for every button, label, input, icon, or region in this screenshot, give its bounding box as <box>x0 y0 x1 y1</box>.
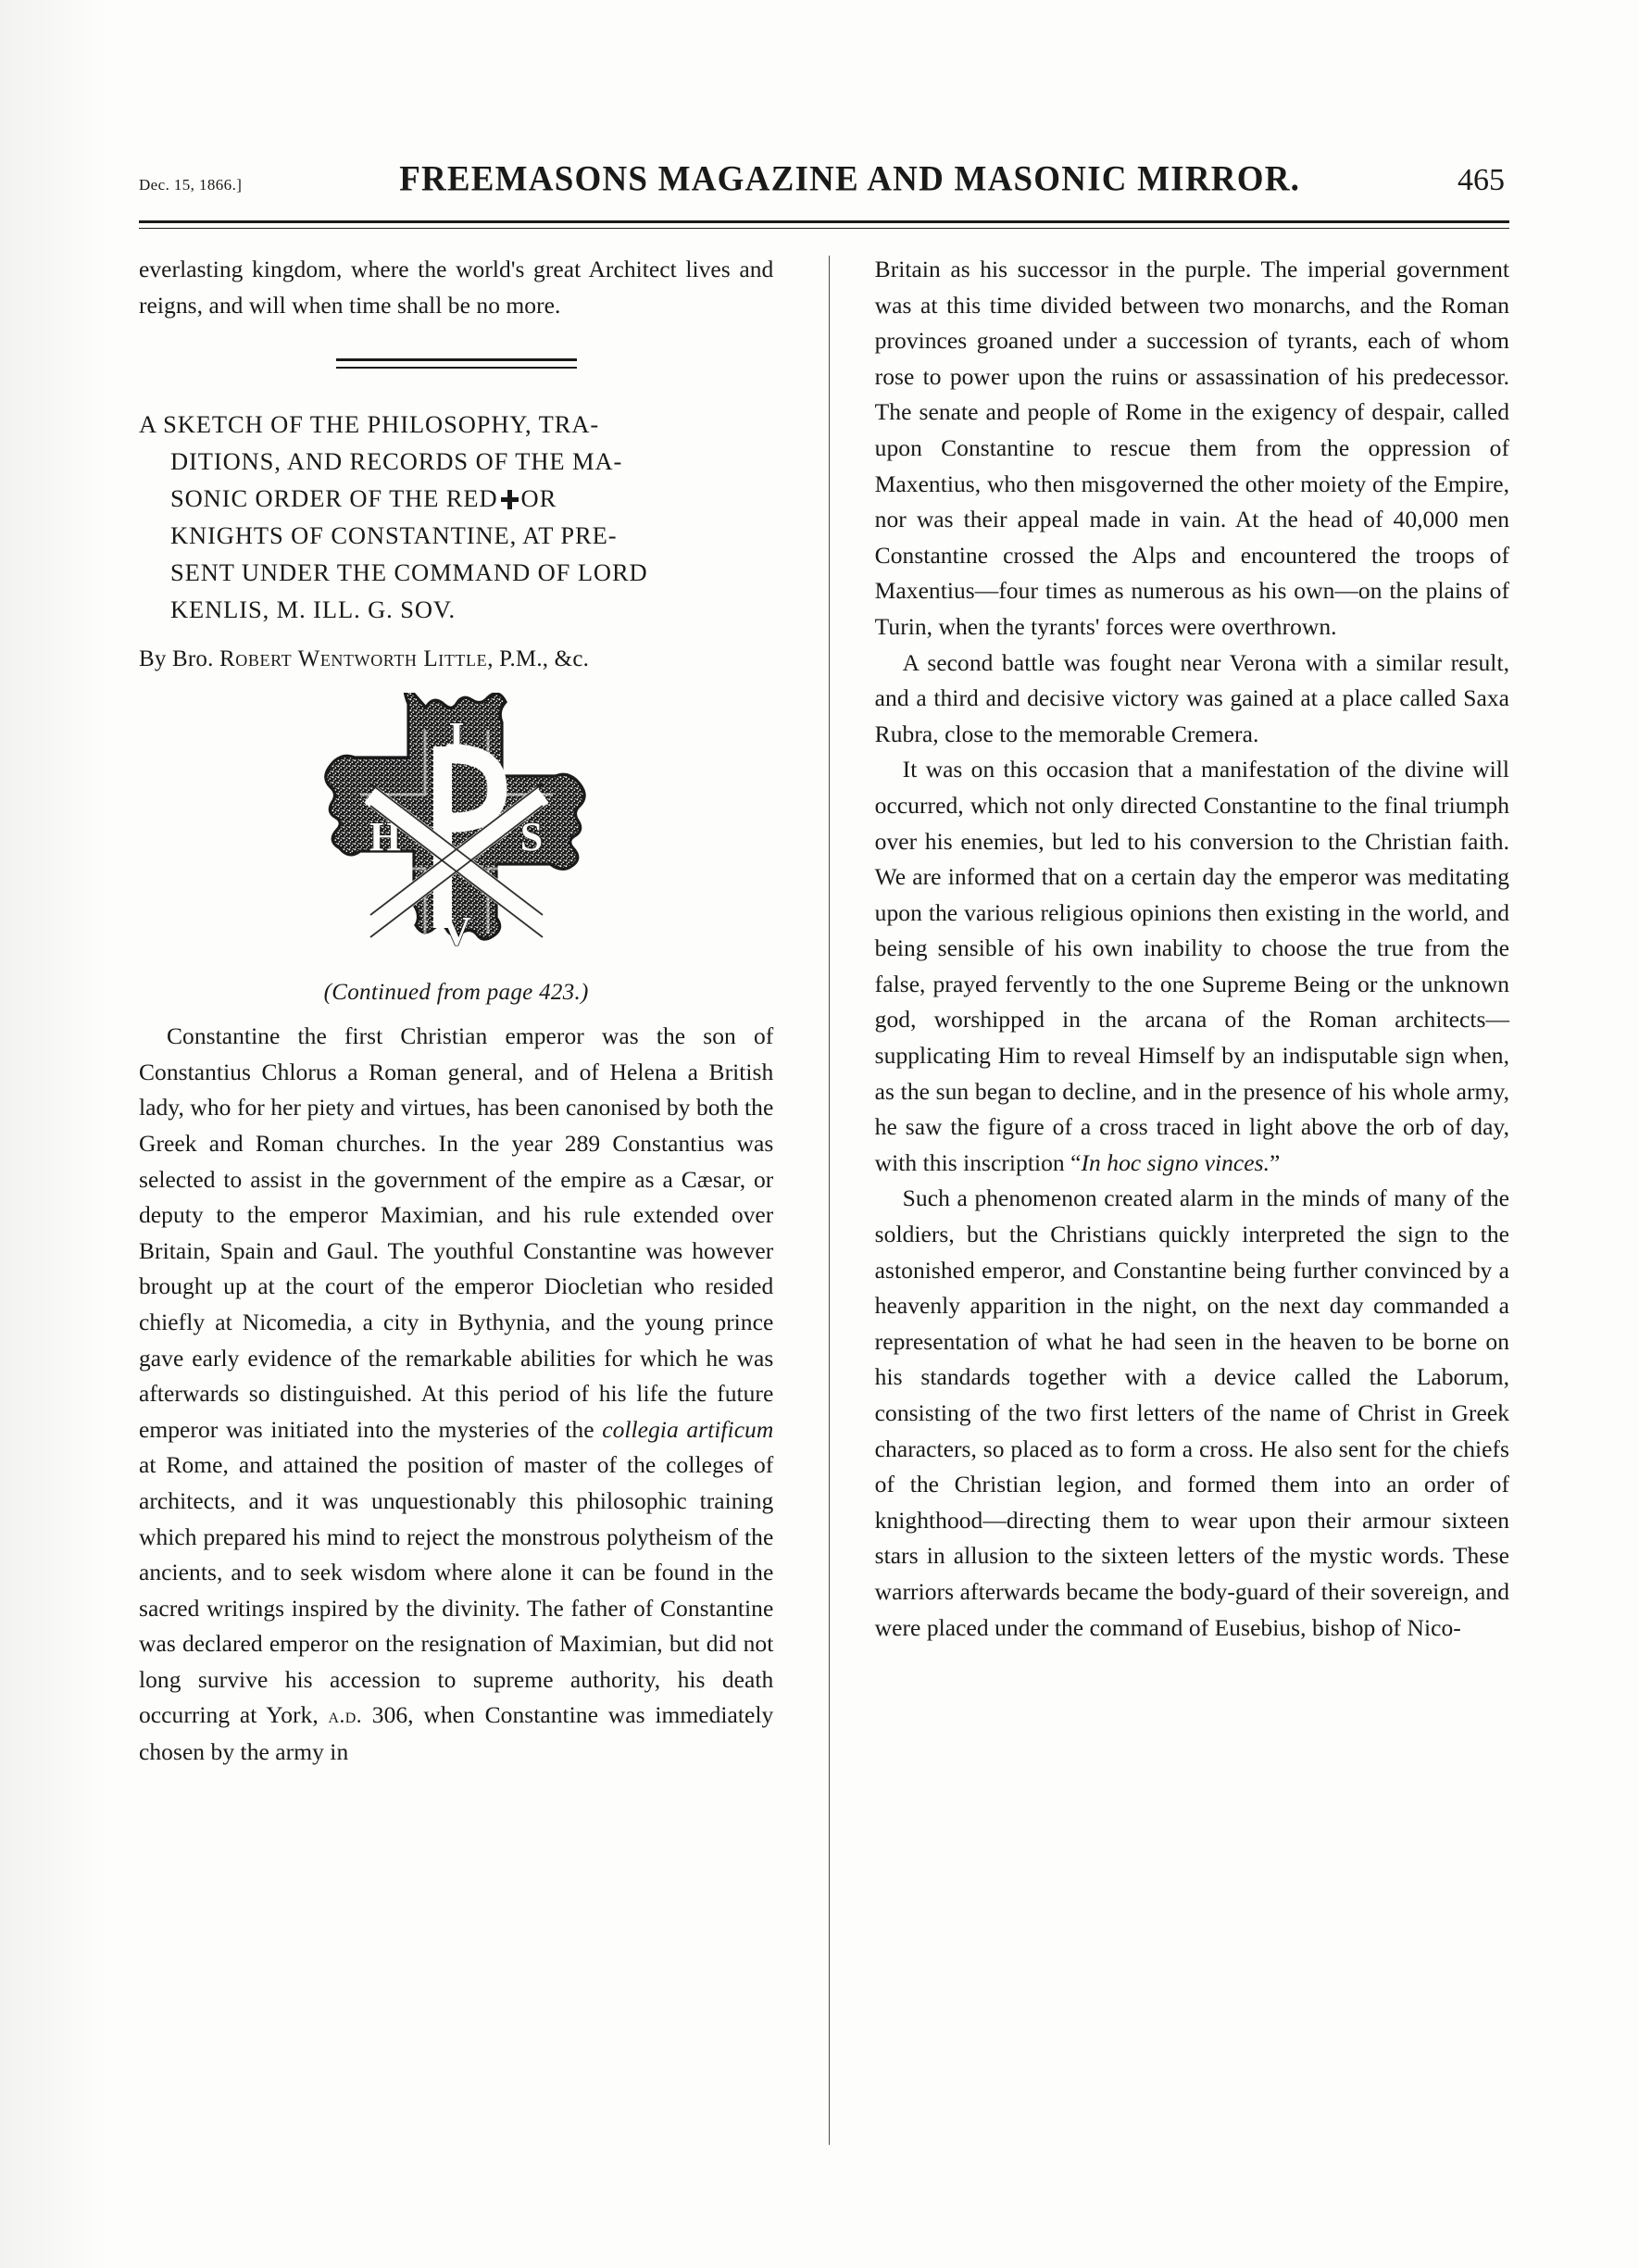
right-paragraph-3 <box>875 752 1509 1181</box>
byline-author: Robert Wentworth Little <box>219 646 488 672</box>
title-line-6: SENT UNDER THE COMMAND OF LORD <box>170 558 648 587</box>
header-rule-thin <box>139 228 1509 229</box>
scan-edge-shadow <box>0 0 109 2268</box>
divider-rule-upper <box>336 358 577 361</box>
chi-rho-cross-emblem <box>304 693 609 971</box>
column-gutter <box>782 252 874 2187</box>
page-number: 465 <box>1458 163 1505 197</box>
byline-suffix: , P.M., &c. <box>487 646 590 672</box>
title-line-5: KNIGHTS OF CONSTANTINE, AT PRE- <box>170 521 618 550</box>
emblem-letter-s: S <box>519 814 543 860</box>
title-line-2: DITIONS, AND RECORDS OF THE MA- <box>170 447 623 476</box>
article-paragraph-1 <box>139 1019 773 1770</box>
title-line-3: SONIC ORDER OF THE RED <box>170 484 498 513</box>
emblem-figure <box>139 693 773 971</box>
right-paragraph-2: A second battle was fought near Verona with a similar result, and a third and decisive victory was gained at a place called Saxa Rubra, close to the memorable Cremera. <box>874 648 1510 747</box>
right-paragraph-1: Britain as his successor in the purple. The imperial government was at this time divided between two monarchs, and the Roman provinces groaned under a succession of tyrants, each of whom rose to power upon the ruins or assassination of his predecessor. The senate and people of Rome in the exigency of despair, called upon Constantine to rescue them from the oppression of Maxentius, who then misgoverned the other moiety of the Empire, nor was their appeal made in vain. At the head of 40,000 men Constantine crossed the Alps and encountered the troops of Maxentius—four times as numerous as his own—on the plains of Turin, when the tyrants' forces were overthrown. <box>874 256 1510 640</box>
title-line-4: OR <box>520 484 557 513</box>
article-title <box>139 406 773 628</box>
left-column <box>139 252 782 2187</box>
right-paragraph-4: Such a phenomenon created alarm in the minds of many of the soldiers, but the Christians quickly interpreted the sign to the astonished emperor, and Constantine being further convinced by a heavenly apparition in the night, on the next day commanded a representation of what he had seen in the heaven to be borne on his standards together with a device called the Laborum, consisting of the two first letters of the name of Christ in Greek characters, so placed as to form a cross. He also sent for the chiefs of the Christian legion, and formed them into an order of knighthood—directing them to wear upon their armour sixteen stars in allusion to the sixteen letters of the mystic words. These warriors afterwards became the body-guard of their sovereign, and were placed under the command of Eusebius, bishop of Nico- <box>874 1184 1510 1641</box>
issue-date: Dec. 15, 1866.] <box>139 176 243 194</box>
column-divider-rule <box>829 256 830 2145</box>
figure-caption: (Continued from page 423.) <box>323 980 589 1006</box>
continuation-paragraph: everlasting kingdom, where the world's great Architect lives and reigns, and will when time shall be no more. <box>139 256 774 319</box>
red-cross-icon <box>501 490 519 509</box>
right-paragraph-3-text: It was on this occasion that a manifestation of the divine will occurred, which not only directed Constantine to the final triumph over his enemies, but led to his conversion to the Christian faith. We are informed that on a certain day the emperor was meditating upon the various religious opinions then existing in the world, and being sensible of his own inability to choose the true from the false, prayed fervently to the one Supreme Being or the unknown god, worshipped in the arcana of the Roman architects—supplicating Him to reveal Himself by an indisputable sign when, as the sun began to decline, and in the presence of his whole army, he saw the figure of a cross traced in light above the orb of day, with this inscription “ <box>874 756 1510 1176</box>
emblem-letter-i: I <box>448 714 465 760</box>
title-line-1: A SKETCH OF THE PHILOSOPHY, TRA- <box>139 410 600 439</box>
latin-phrase-collegia: collegia artificum <box>602 1415 774 1443</box>
byline <box>139 643 773 676</box>
paragraph-1-continued: at Rome, and attained the position of master of the colleges of architects, and it was unquestionably this philosophic training which prepared his mind to reject the monstrous polytheism of the ancients, and to seek wisdom where alone it can be found in the sacred writings inspired by the divinity. The father of Constantine was declared emperor on the resignation of Maximian, but did not long survive his accession to supreme authority, his death occurring at York, <box>139 1451 774 1729</box>
paragraph-1-text: Constantine the first Christian emperor was the son of Constantius Chlorus a Roman general, and of Helena a British lady, who for her piety and virtues, has been canonised by both the Greek and Roman churches. In the year 289 Constantius was selected to assist in the government of the empire as a Cæsar, or deputy to the emperor Maximian, and his rule extended over Britain, Spain and Gaul. The youthful Constantine was however brought up at the court of the emperor Diocletian who resided chiefly at Nicomedia, a city in Bythynia, and the young prince gave early evidence of the remarkable abilities for which he was afterwards so distinguished. At this period of his life the future emperor was initiated into the mysteries of the <box>139 1022 774 1443</box>
title-line-3-wrap <box>139 480 773 517</box>
right-paragraph-3-close-quote: ” <box>1270 1148 1281 1176</box>
latin-phrase-in-hoc-signo: In hoc signo vinces. <box>1081 1148 1270 1176</box>
paragraph-1-tail: 306, when Constantine was immediately chosen by the army in <box>139 1701 774 1766</box>
section-divider-rule <box>336 358 577 369</box>
running-head <box>139 159 1505 207</box>
header-rules <box>139 220 1509 229</box>
byline-prefix: By Bro. <box>139 646 214 672</box>
right-column <box>875 252 1509 2187</box>
publication-title: FREEMASONS MAGAZINE AND MASONIC MIRROR. <box>399 158 1301 200</box>
header-rule-thick <box>139 220 1509 223</box>
divider-rule-lower <box>336 367 577 369</box>
ad-abbreviation: a.d. <box>328 1704 362 1729</box>
emblem-letter-h: H <box>369 814 401 860</box>
title-line-7: KENLIS, M. ILL. G. SOV. <box>170 595 457 624</box>
emblem-letter-v: V <box>441 908 471 955</box>
two-column-body <box>139 252 1509 2187</box>
